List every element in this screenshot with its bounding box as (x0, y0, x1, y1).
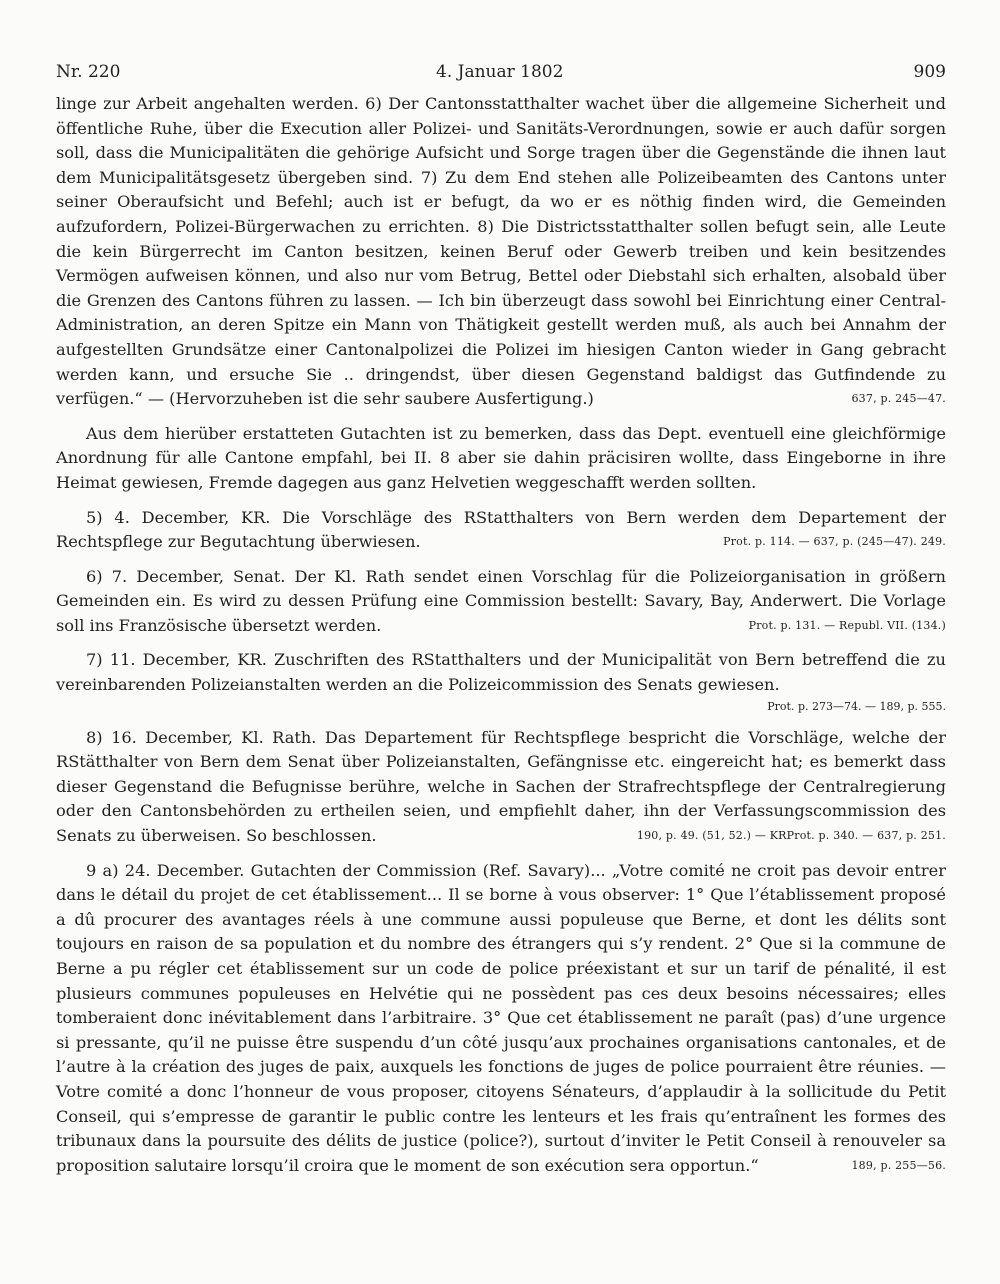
paragraph-text: 8) 16. December, Kl. Rath. Das Departement für Rechtspflege bespricht die Vorschläge, welche der RStätthalter von Bern dem Senat über Polizeianstalten, Gefängnisse etc. eingereicht hat; es bemerkt dass dieser Gegenstand die Befugnisse berühre, welche in Sachen der Strafrechtspflege der Centralregierung oder den Cantonsbehörden zu ertheilen seien, und empfiehlt daher, ihn der Verfassungscommission des Senats zu überweisen. So beschlossen. (56, 727, 946, 846)
paragraph-text: 7) 11. December, KR. Zuschriften des RStatthalters und der Municipalität von Bern betreffend die zu vereinbarenden Polizeianstalten werden an die Polizeicommission des Senats gewiesen. (56, 650, 946, 695)
source-reference: Prot. p. 273—74. — 189, p. 555. (767, 699, 946, 713)
paragraph-text: 6) 7. December, Senat. Der Kl. Rath sendet einen Vorschlag für die Polizeiorganisation in größern Gemeinden ein. Es wird zu dessen Prüfung eine Commission bestellt: Savary, Bay, Anderwert. Die Vorlage soll ins Französische übersetzt werden. (56, 566, 946, 635)
paragraph-entry-8 (56, 726, 946, 849)
source-reference: Prot. p. 131. — Republ. VII. (134.) (748, 618, 946, 632)
source-reference: Prot. p. 114. — 637, p. (245—47). 249. (723, 535, 946, 549)
running-head (56, 56, 946, 92)
document-date: 4. Januar 1802 (436, 62, 564, 82)
paragraph-entry-7 (56, 648, 946, 697)
paragraph-commentary (56, 422, 946, 496)
paragraph-entry-9a (56, 859, 946, 1179)
page-number: 909 (913, 62, 946, 82)
paragraph-entry-6 (56, 565, 946, 639)
source-reference: 190, p. 49. (51, 52.) — KRProt. p. 340. — 637, p. 251. (636, 829, 946, 843)
paragraph-continuation (56, 92, 946, 412)
source-reference: 637, p. 245—47. (851, 392, 946, 406)
paragraph-text: 9 a) 24. December. Gutachten der Commission (Ref. Savary)... „Votre comité ne croit pas devoir entrer dans le détail du projet de cet établissement... Il se borne à vous observer: 1° Que l’établissement proposé a dû procurer des avantages réels à une commune aussi populeuse que Berne, et dont les délits sont toujours en raison de sa population et du nombre des étrangers qui s’y rendent. 2° Que si la commune de Berne a pu régler cet établissement sur un code de police préexistant et sur un tarif de pénalité, il est plusieurs communes populeuses en Helvétie qui ne possèdent pas ces deux besoins nécessaires; elles tomberaient donc inévitablement dans l’arbitraire. 3° Que cet établissement ne paraît (pas) d’une urgence si pressante, qu’il ne puisse être suspendu d’un côté jusqu’aux prochaines organisations cantonales, et de l’autre à la création des juges de paix, auxquels les fonctions de juges de police pourraient être réunies. — Votre comité a donc l’honneur de vous proposer, citoyens Sénateurs, d’applaudir à la sollicitude du Petit Conseil, qui s’empresse de garantir le public contre les lenteurs et les frais qu’entraînent les formes des tribunaux dans la poursuite des délits de justice (police?), surtout d’inviter le Petit Conseil à renouveler sa proposition salutaire lorsqu’il croira que le moment de son exécution sera opportun.“ (56, 860, 946, 1175)
document-body (56, 92, 946, 1178)
source-reference: 189, p. 255—56. (851, 1158, 946, 1172)
paragraph-entry-5 (56, 506, 946, 555)
paragraph-text: Aus dem hierüber erstatteten Gutachten ist zu bemerken, dass das Dept. eventuell eine gleichförmige Anordnung für alle Cantone empfahl, bei II. 8 aber sie dahin präcisiren wollte, dass Eingeborne in ihre Heimat gewiesen, Fremde dagegen aus ganz Helvetien weggeschafft werden sollten. (56, 423, 946, 492)
paragraph-text: 5) 4. December, KR. Die Vorschläge des RStatthalters von Bern werden dem Departement der Rechtspflege zur Begutachtung überwiesen. (56, 507, 946, 552)
document-number: Nr. 220 (56, 62, 121, 82)
paragraph-text: linge zur Arbeit angehalten werden. 6) Der Cantonsstatthalter wachet über die allgemeine Sicherheit und öffentliche Ruhe, über die Execution aller Polizei- und Sanitäts-Verordnungen, sowie er auch dafür sorgen soll, dass die Municipalitäten die gehörige Aufsicht und Sorge tragen über die Gegenstände die ihnen laut dem Municipalitätsgesetz übergeben sind. 7) Zu dem End stehen alle Polizeibeamten des Cantons unter seiner Oberaufsicht und Befehl; auch ist er befugt, da wo er es nöthig finden wird, die Gemeinden aufzufordern, Polizei-Bürgerwachen zu errichten. 8) Die Districtsstatthalter sollen befugt sein, alle Leute die kein Bürgerrecht im Canton besitzen, keinen Beruf oder Gewerb treiben und kein besitzendes Vermögen aufweisen können, und also nur vom Betrug, Bettel oder Diebstahl sich erhalten, alsobald über die Grenzen des Cantons führen zu lassen. — Ich bin überzeugt dass sowohl bei Einrichtung einer Central-Administration, an deren Spitze ein Mann von Thätigkeit gestellt werden muß, als auch bei Annahm der aufgestellten Grundsätze einer Cantonalpolizei die Polizei im hiesigen Canton wieder in Gang gebracht werden kann, und ersuche Sie .. dringendst, über diesen Gegenstand baldigst das Gutfindende zu verfügen.“ — (Hervorzuheben ist die sehr saubere Ausfertigung.) (56, 94, 946, 409)
source-reference-row (56, 698, 946, 716)
